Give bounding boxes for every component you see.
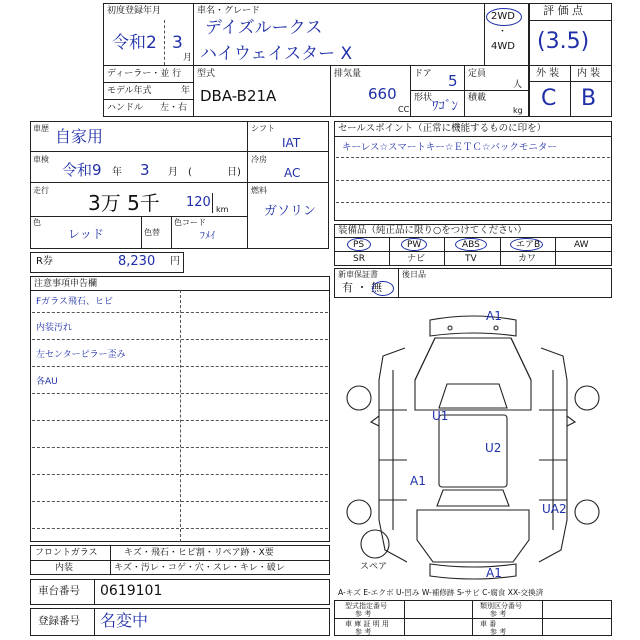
rear-window-outline	[437, 490, 509, 506]
color-value: レッド	[68, 227, 104, 241]
car-name: デイズルークス	[205, 18, 323, 38]
warranty-label: 新車保証書	[338, 270, 378, 279]
handle-label: ハンドル	[107, 103, 144, 113]
warranty-value: 有 ・ 無	[342, 281, 382, 294]
model-year-unit: 年	[181, 86, 191, 96]
type-label: 型式	[197, 69, 216, 79]
inspection-month-unit: 月	[168, 167, 178, 178]
fuel-value: ガソリン	[264, 204, 317, 219]
notes-rule-line	[32, 420, 328, 421]
drive-dot: ・	[498, 27, 508, 37]
spare-tire	[361, 530, 389, 558]
front-left-wheel	[347, 386, 371, 410]
cert-usage-label: 車 庫 証 明 用	[345, 620, 389, 628]
displacement-label: 排気量	[334, 69, 362, 79]
handle-value: 左・右	[160, 103, 188, 113]
recycle-unit: 円	[170, 256, 180, 267]
note-item: 各AU	[36, 377, 58, 387]
car-diagram	[335, 300, 612, 585]
equip-pw: PW	[407, 240, 422, 250]
interior-cond-label: 内装	[55, 563, 74, 573]
sales-line1: キーレス☆スマートキー☆ＥＴＣ☆バックモニター	[342, 142, 557, 153]
notes-title: 注意事項申告欄	[34, 279, 98, 289]
cc-unit: CC	[398, 105, 410, 114]
shape-value: ﾜｺﾞﾝ	[432, 99, 458, 114]
plate-num-ref: 参 考	[490, 628, 507, 636]
displacement-value: 660	[368, 85, 397, 103]
mileage-big: 3万 5千	[88, 191, 160, 215]
door-label: ドア	[414, 69, 432, 79]
rear-left-wheel	[347, 500, 371, 524]
recycle-value: 8,230	[118, 254, 156, 269]
spare-label: スペア	[360, 562, 388, 572]
damage-mark-a1-rear: A1	[486, 566, 502, 580]
color-change-label: 色替	[144, 228, 160, 237]
rating-score: (3.5)	[537, 29, 590, 54]
damage-mark-u2: U2	[485, 441, 502, 455]
plate-num-label: 車 番	[480, 620, 497, 628]
load-label: 積載	[468, 93, 487, 103]
afterfit-label: 後日品	[402, 270, 426, 279]
dealer-label: ディーラー・並 行	[107, 69, 182, 79]
reg-month-unit: 月	[183, 53, 193, 63]
notes-rule-line	[32, 474, 328, 475]
damage-mark-a1-front: A1	[486, 309, 502, 323]
recycle-label: R券	[36, 256, 53, 267]
car-grade: ハイウェイスター X	[200, 44, 353, 64]
body-top-outline	[415, 338, 531, 410]
notes-rule-line	[32, 312, 328, 313]
exterior-label: 外 装	[536, 68, 560, 79]
drive-4wd: 4WD	[491, 41, 515, 52]
interior-cond-value: キズ・汚レ・コゲ・穴・スレ・キレ・破レ	[114, 563, 285, 573]
damage-legend: A-キズ E-エクボ U-凹み W-補修跡 S-サビ C-腐食 XX-交換済	[338, 588, 544, 597]
reg-label: 初度登録年月	[107, 6, 162, 16]
interior-grade: B	[581, 86, 597, 111]
mileage-unit: km	[216, 205, 229, 214]
windshield-outline	[439, 384, 507, 408]
mileage-small: 120	[186, 195, 211, 210]
usage-label: 車歴	[33, 124, 49, 133]
car-name-label: 車名・グレード	[197, 6, 261, 16]
note-item: 内装汚れ	[36, 323, 73, 333]
equip-ps: PS	[353, 240, 365, 250]
warranty-none-circle	[372, 281, 394, 296]
model-year-label: モデル年式	[107, 86, 152, 96]
damage-mark-ua2: UA2	[542, 502, 567, 516]
type-cert-label: 型式指定番号	[345, 602, 387, 610]
color-code-label: 色コード	[174, 218, 206, 227]
equipment-title: 装備品（純正品に限り○をつけてください）	[338, 225, 527, 236]
shift-label: シフト	[251, 124, 275, 133]
shape-label: 形状	[414, 93, 433, 103]
usage-value: 自家用	[55, 127, 104, 146]
category-ref: 参 考	[490, 610, 507, 618]
inspection-month: 3	[140, 161, 150, 179]
damage-mark-u1: U1	[432, 409, 449, 423]
inspection-day-open: (	[188, 167, 192, 178]
inspection-day-close: 日)	[227, 167, 241, 178]
rear-bumper-outline	[430, 564, 516, 579]
rear-body-outline	[417, 510, 529, 562]
drive-2wd: 2WD	[491, 11, 515, 22]
capacity-label: 定員	[468, 69, 487, 79]
color-label: 色	[33, 218, 41, 227]
equip-abs: ABS	[462, 240, 480, 250]
rear-right-wheel	[575, 500, 599, 524]
notes-rule-line	[32, 366, 328, 367]
recycle-box	[30, 252, 184, 273]
notes-rule-line	[32, 447, 328, 448]
inspection-era: 令和9	[62, 161, 102, 179]
cooling-value: AC	[284, 166, 301, 180]
front-bumper-outline	[430, 316, 516, 336]
capacity-unit: 人	[513, 80, 523, 90]
front-glass-value: キズ・飛石・ヒビ割・リペア跡・X要	[124, 548, 274, 558]
notes-rule-line	[32, 528, 328, 529]
equip-leather: カワ	[518, 254, 537, 264]
sales-title: セールスポイント（正常に機能するものに印を）	[338, 123, 547, 134]
notes-rule-line	[32, 393, 328, 394]
regno-label: 登録番号	[38, 615, 80, 627]
front-right-wheel	[575, 386, 599, 410]
exterior-grade: C	[541, 86, 557, 111]
inspection-label: 車検	[33, 155, 49, 164]
cooling-label: 冷房	[251, 155, 267, 164]
equip-sr: SR	[353, 254, 365, 264]
notes-rule-line	[32, 339, 328, 340]
rating-title: 評 価 点	[543, 4, 583, 17]
mileage-label: 走行	[33, 186, 49, 195]
chassis-value: 0619101	[100, 583, 163, 599]
note-item: 左センターピラー歪み	[36, 350, 126, 360]
color-code-value: ﾌﾒｲ	[200, 231, 215, 242]
interior-label: 内 装	[577, 68, 601, 79]
regno-value: 名変中	[100, 611, 149, 630]
inspection-year-unit: 年	[112, 167, 122, 178]
front-glass-label: フロントガラス	[35, 548, 98, 558]
chassis-label: 車台番号	[38, 585, 80, 597]
equip-navi: ナビ	[407, 254, 426, 264]
reg-month: 3	[172, 33, 183, 53]
load-unit: kg	[513, 106, 523, 115]
shift-value: IAT	[282, 136, 301, 150]
reg-era: 令和2	[112, 33, 157, 53]
category-label: 類別区分番号	[480, 602, 522, 610]
type-value: DBA-B21A	[200, 87, 277, 105]
equip-airbag: エアB	[516, 240, 541, 250]
equip-tv: TV	[465, 254, 477, 264]
cert-ref: 参 考	[355, 628, 372, 636]
door-value: 5	[448, 72, 458, 90]
notes-rule-line	[32, 501, 328, 502]
damage-mark-a1-left: A1	[410, 474, 426, 488]
fuel-label: 燃料	[251, 186, 267, 195]
type-cert-ref: 参 考	[355, 610, 372, 618]
equip-aw: AW	[574, 240, 589, 250]
note-item: Fガラス飛石、ヒビ	[36, 297, 113, 307]
